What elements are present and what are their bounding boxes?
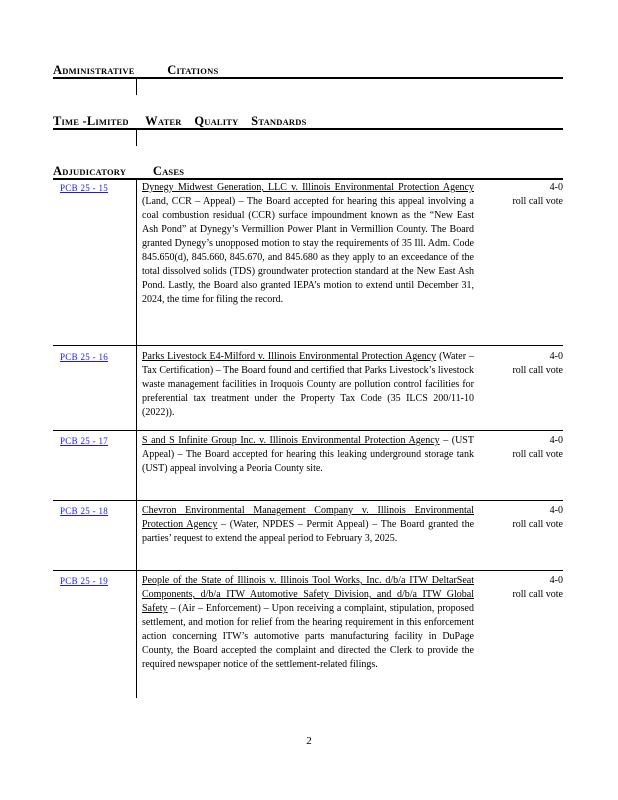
row-divider: [53, 570, 563, 571]
title-letter: Q: [194, 114, 205, 128]
title-rest: ITATIONS: [176, 66, 219, 76]
title-letter: T: [53, 114, 62, 128]
section-title-administrative-citations: [53, 63, 218, 78]
case-caption: Parks Livestock E4-Milford v. Illinois Environmental Protection Agency: [142, 351, 437, 362]
case-number-link[interactable]: PCB 25 - 17: [60, 436, 109, 446]
case-caption: Chevron Environmental Management Company v. Illinois Environmental Protection Agency: [142, 505, 474, 530]
title-rest: ASES: [162, 167, 185, 177]
title-rest: IME: [61, 117, 80, 127]
title-letter: C: [152, 164, 163, 178]
vote-type: roll call vote: [512, 519, 563, 530]
vote-type: roll call vote: [512, 196, 563, 207]
vote-count: 4-0: [549, 351, 563, 362]
vote-block: [503, 350, 563, 378]
table-column-divider: [136, 180, 137, 698]
vote-count: 4-0: [549, 182, 563, 193]
vote-count: 4-0: [549, 435, 563, 446]
case-caption: S and S Infinite Group Inc. v. Illinois Environmental Protection Agency: [142, 435, 440, 446]
vote-type: roll call vote: [512, 365, 563, 376]
case-number-link[interactable]: PCB 25 - 16: [60, 352, 109, 362]
section-divider: [136, 79, 137, 95]
section-title-time-limited-wqs: [53, 114, 307, 129]
title-rest: IMITED: [95, 117, 129, 127]
title-letter: A: [53, 164, 63, 178]
vote-count: 4-0: [549, 575, 563, 586]
vote-count: 4-0: [549, 505, 563, 516]
section-title-adjudicatory-cases: [53, 164, 184, 179]
vote-type: roll call vote: [512, 589, 563, 600]
section-rule: [53, 77, 563, 79]
case-description: [142, 574, 474, 672]
title-letter: S: [251, 114, 259, 128]
vote-type: roll call vote: [512, 449, 563, 460]
case-description: [142, 434, 474, 476]
case-description: [142, 181, 474, 307]
case-body: (Water – Tax Certification) – The Board found and certified that Parks Livestock’s livestock waste management facilities in Iroquois County are pollution control facilities for preferential tax treatment under the Property Tax Code (35 ILCS 200/11-10 (2022)).: [142, 351, 474, 418]
case-caption: Dynegy Midwest Generation, LLC v. Illinois Environmental Protection Agency: [142, 182, 474, 193]
title-rest: DJUDICATORY: [62, 167, 127, 177]
section-rule: [53, 178, 563, 180]
row-divider: [53, 345, 563, 346]
title-rest: DMINISTRATIVE: [62, 66, 135, 76]
vote-block: [503, 181, 563, 209]
title-letter: W: [145, 114, 158, 128]
case-number-link[interactable]: PCB 25 - 18: [60, 506, 109, 516]
title-rest: TANDARDS: [258, 117, 307, 127]
case-description: [142, 504, 474, 546]
case-number-link[interactable]: PCB 25 - 15: [60, 183, 109, 193]
case-description: [142, 350, 474, 420]
case-number-link[interactable]: PCB 25 - 19: [60, 576, 109, 586]
title-letter: C: [167, 63, 177, 77]
section-divider: [136, 130, 137, 146]
row-divider: [53, 430, 563, 431]
title-rest: UALITY: [204, 117, 239, 127]
case-body: – (UST Appeal) – The Board accepted for hearing this leaking underground storage tank (UST) appeal involving a Peoria County site.: [142, 435, 474, 474]
row-divider: [53, 500, 563, 501]
vote-block: [503, 504, 563, 532]
section-rule: [53, 128, 563, 130]
title-letter: -L: [82, 114, 96, 128]
title-rest: ATER: [157, 117, 182, 127]
vote-block: [503, 434, 563, 462]
title-letter: A: [53, 63, 63, 77]
case-body: (Land, CCR – Appeal) – The Board accepted for hearing this appeal involving a coal combustion residual (CCR) surface impoundment known as the “New East Ash Pond” at Dynegy’s Vermillion Power Plant in Vermillion County. The Board granted Dynegy’s unopposed motion to stay the requirements of 35 Ill. Adm. Code 845.650(d), 845.660, 845.670, and 845.680 as they apply to an exceedance of the total dissolved solids (TDS) groundwater protection standard at the New East Ash Pond. Lastly, the Board also granted IEPA’s motion to extend until December 31, 2024, the time for filing the record.: [142, 196, 474, 305]
case-caption: People of the State of Illinois v. Illinois Tool Works, Inc. d/b/a ITW DeltarSeat Components, d/b/a ITW Automotive Safety Division, and d/b/a ITW Global Safety: [142, 575, 474, 614]
case-body: – (Water, NPDES – Permit Appeal) – The Board granted the parties’ request to extend the appeal period to February 3, 2025.: [142, 519, 475, 544]
vote-block: [503, 574, 563, 602]
case-body: – (Air – Enforcement) – Upon receiving a complaint, stipulation, proposed settlement, and motion for relief from the hearing requirement in this enforcement action concerning ITW’s automotive parts manufacturing facility in DuPage County, the Board accepted the complaint and directed the Clerk to provide the required newspaper notice of the settlement-related filings.: [142, 603, 474, 670]
page-number: 2: [306, 735, 312, 747]
